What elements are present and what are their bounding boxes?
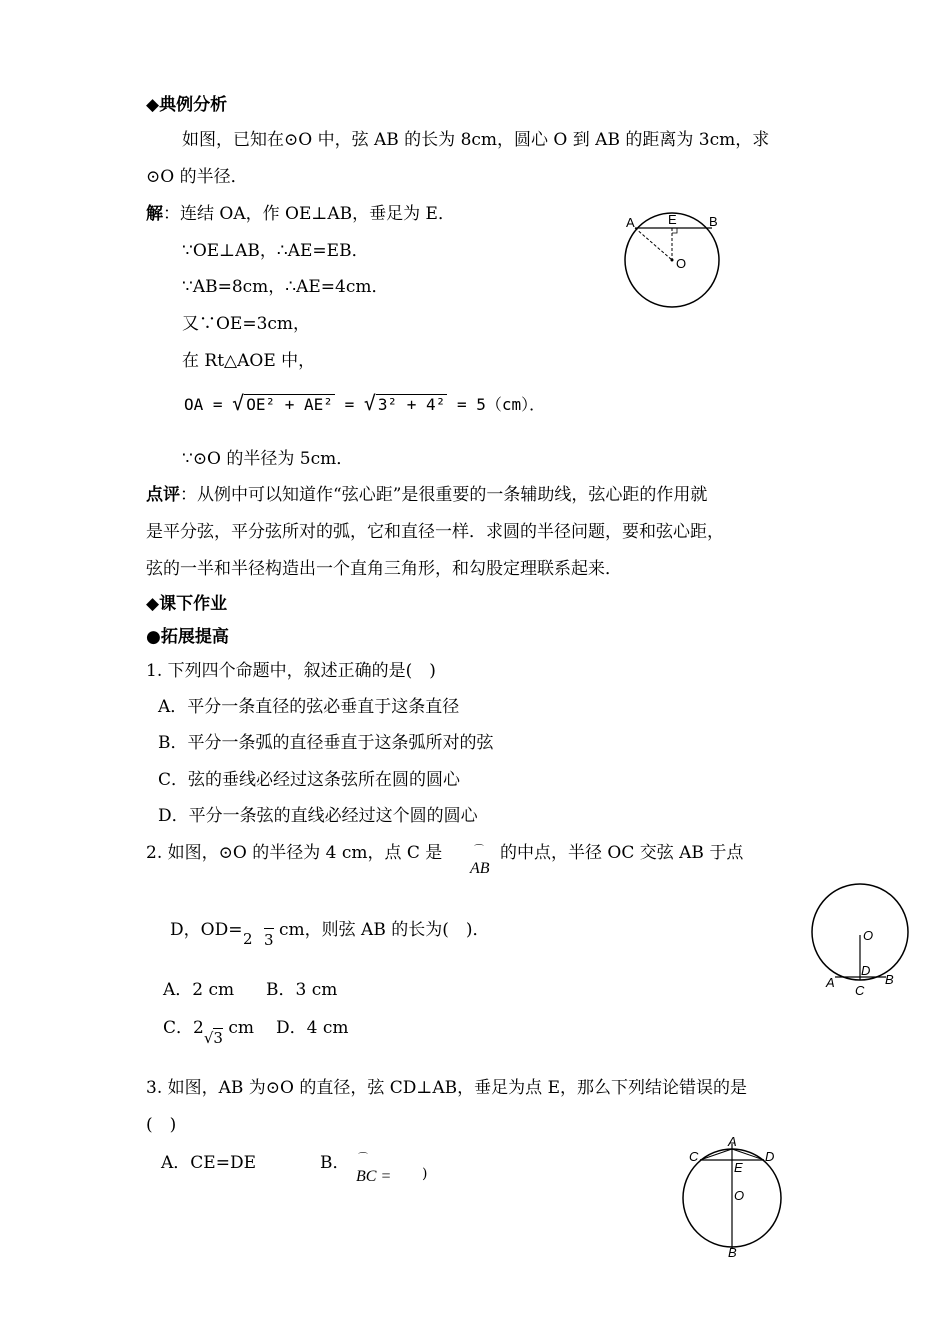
example-problem-line2: ⊙O 的半径． [146, 167, 248, 187]
q2-option-c-radicand: 3 [213, 1029, 223, 1047]
q3-label-a: A [728, 1134, 737, 1149]
comment-line1 [146, 484, 707, 506]
q2-option-c-unit: cm [228, 1018, 254, 1038]
q3-option-b-tail: ) [422, 1166, 428, 1182]
solution-step-2: ∵AB=8cm，∴AE=4cm． [182, 277, 389, 297]
q2-stem-part2: 的中点，半径 OC 交弦 AB 于点 [500, 843, 744, 863]
label-a: A [626, 215, 635, 230]
example-problem-line1: 如图，已知在⊙O 中，弦 AB 的长为 8cm，圆心 O 到 AB 的距离为 3cm，求 [182, 130, 770, 150]
right-angle-mark [672, 228, 677, 233]
segment-oa [635, 228, 672, 260]
q2-od-radicand: 3 [264, 928, 274, 951]
q3-label-e: E [734, 1160, 743, 1175]
q2-arc-mark: ⌒ [474, 845, 484, 856]
solution-step-3: 又∵OE=3cm， [182, 314, 311, 334]
solution-step-4: 在 Rt△AOE 中， [182, 351, 316, 371]
q3-arc-mark: ⌒ [358, 1153, 368, 1164]
q3-option-a: A．CE=DE [161, 1153, 256, 1173]
pythagoras-formula: OA = √ OE² + AE² = √ 3² + 4² = 5（cm）． [184, 391, 546, 415]
q3-option-b-arc: BC = [356, 1168, 392, 1185]
comment-line3: 弦的一半和半径构造出一个直角三角形，和勾股定理联系起来． [146, 559, 622, 579]
center-point [671, 259, 674, 262]
formula-radicand-2: 3² + 4² [377, 395, 446, 414]
q3-option-b: B． [320, 1153, 350, 1173]
q2-label-a: A [826, 975, 835, 990]
q2-od-coefficient: 2 [243, 930, 253, 948]
q2-arc-ab: AB [470, 860, 490, 877]
example-circle-figure [620, 208, 730, 308]
q3-label-o: O [734, 1188, 745, 1203]
q2-stem-line2-b: cm，则弦 AB 的长为( )． [279, 920, 490, 940]
label-e: E [668, 212, 677, 227]
q3-label-d: D [765, 1149, 775, 1164]
q3-circle-figure [672, 1134, 800, 1258]
q3-segment-da [732, 1149, 764, 1160]
q1-option-c: C．弦的垂线必经过这条弦所在圆的圆心 [158, 770, 461, 790]
comment-text-1: ：从例中可以知道作“弦心距”是很重要的一条辅助线，弦心距的作用就 [180, 485, 708, 505]
formula-lhs: OA = [184, 395, 223, 414]
q3-label-b: B [728, 1245, 737, 1258]
q3-segment-ca [700, 1149, 732, 1160]
solution-label: 解 [146, 204, 163, 224]
formula-result: = 5（cm）． [456, 395, 546, 414]
solution-first-line [146, 203, 455, 225]
q2-label-c: C [855, 983, 865, 998]
label-b: B [709, 214, 718, 229]
q2-option-d: D．4 cm [276, 1018, 349, 1038]
formula-radicand-1: OE² + AE² [246, 395, 333, 414]
q2-option-a: A．2 cm [163, 980, 235, 1000]
q2-circle-figure [808, 880, 920, 1000]
q2-stem-part1: 2. 如图，⊙O 的半径为 4 cm，点 C 是 [146, 843, 443, 863]
q1-option-d: D．平分一条弦的直线必经过这个圆的圆心 [158, 806, 478, 826]
q3-label-c: C [689, 1149, 699, 1164]
q2-option-c-prefix: C．2 [163, 1018, 204, 1038]
comment-label: 点评 [146, 485, 180, 505]
example-heading: ◆典例分析 [146, 95, 228, 115]
solution-conclusion: ∵⊙O 的半径为 5cm． [182, 449, 354, 469]
homework-heading: ◆课下作业 [146, 594, 228, 614]
q3-stem-line1: 3. 如图，AB 为⊙O 的直径，弦 CD⊥AB，垂足为点 E，那么下列结论错误的是 [146, 1078, 747, 1098]
q2-option-b: B．3 cm [266, 980, 338, 1000]
label-o: O [676, 256, 687, 271]
homework-subheading: ●拓展提高 [146, 627, 229, 647]
q2-label-o: O [863, 928, 874, 943]
formula-eq1: = [344, 395, 355, 414]
q2-label-b: B [885, 972, 894, 987]
q3-stem-line2: ( ) [146, 1115, 177, 1135]
q1-option-b: B．平分一条弧的直径垂直于这条弧所对的弦 [158, 733, 494, 753]
comment-line2: 是平分弦，平分弦所对的弧，它和直径一样．求圆的半径问题，要和弦心距， [146, 522, 724, 542]
q1-option-a: A．平分一条直径的弦必垂直于这条直径 [158, 697, 460, 717]
q2-stem-line2-a: D，OD= [170, 920, 243, 940]
solution-step-1: ∵OE⊥AB，∴AE=EB． [182, 241, 369, 261]
q2-option-c: C．2√3 cm [163, 1018, 254, 1047]
q2-label-d: D [861, 963, 871, 978]
solution-first-text: ：连结 OA，作 OE⊥AB，垂足为 E． [163, 204, 455, 224]
q1-stem: 1. 下列四个命题中，叙述正确的是( ) [146, 661, 436, 681]
